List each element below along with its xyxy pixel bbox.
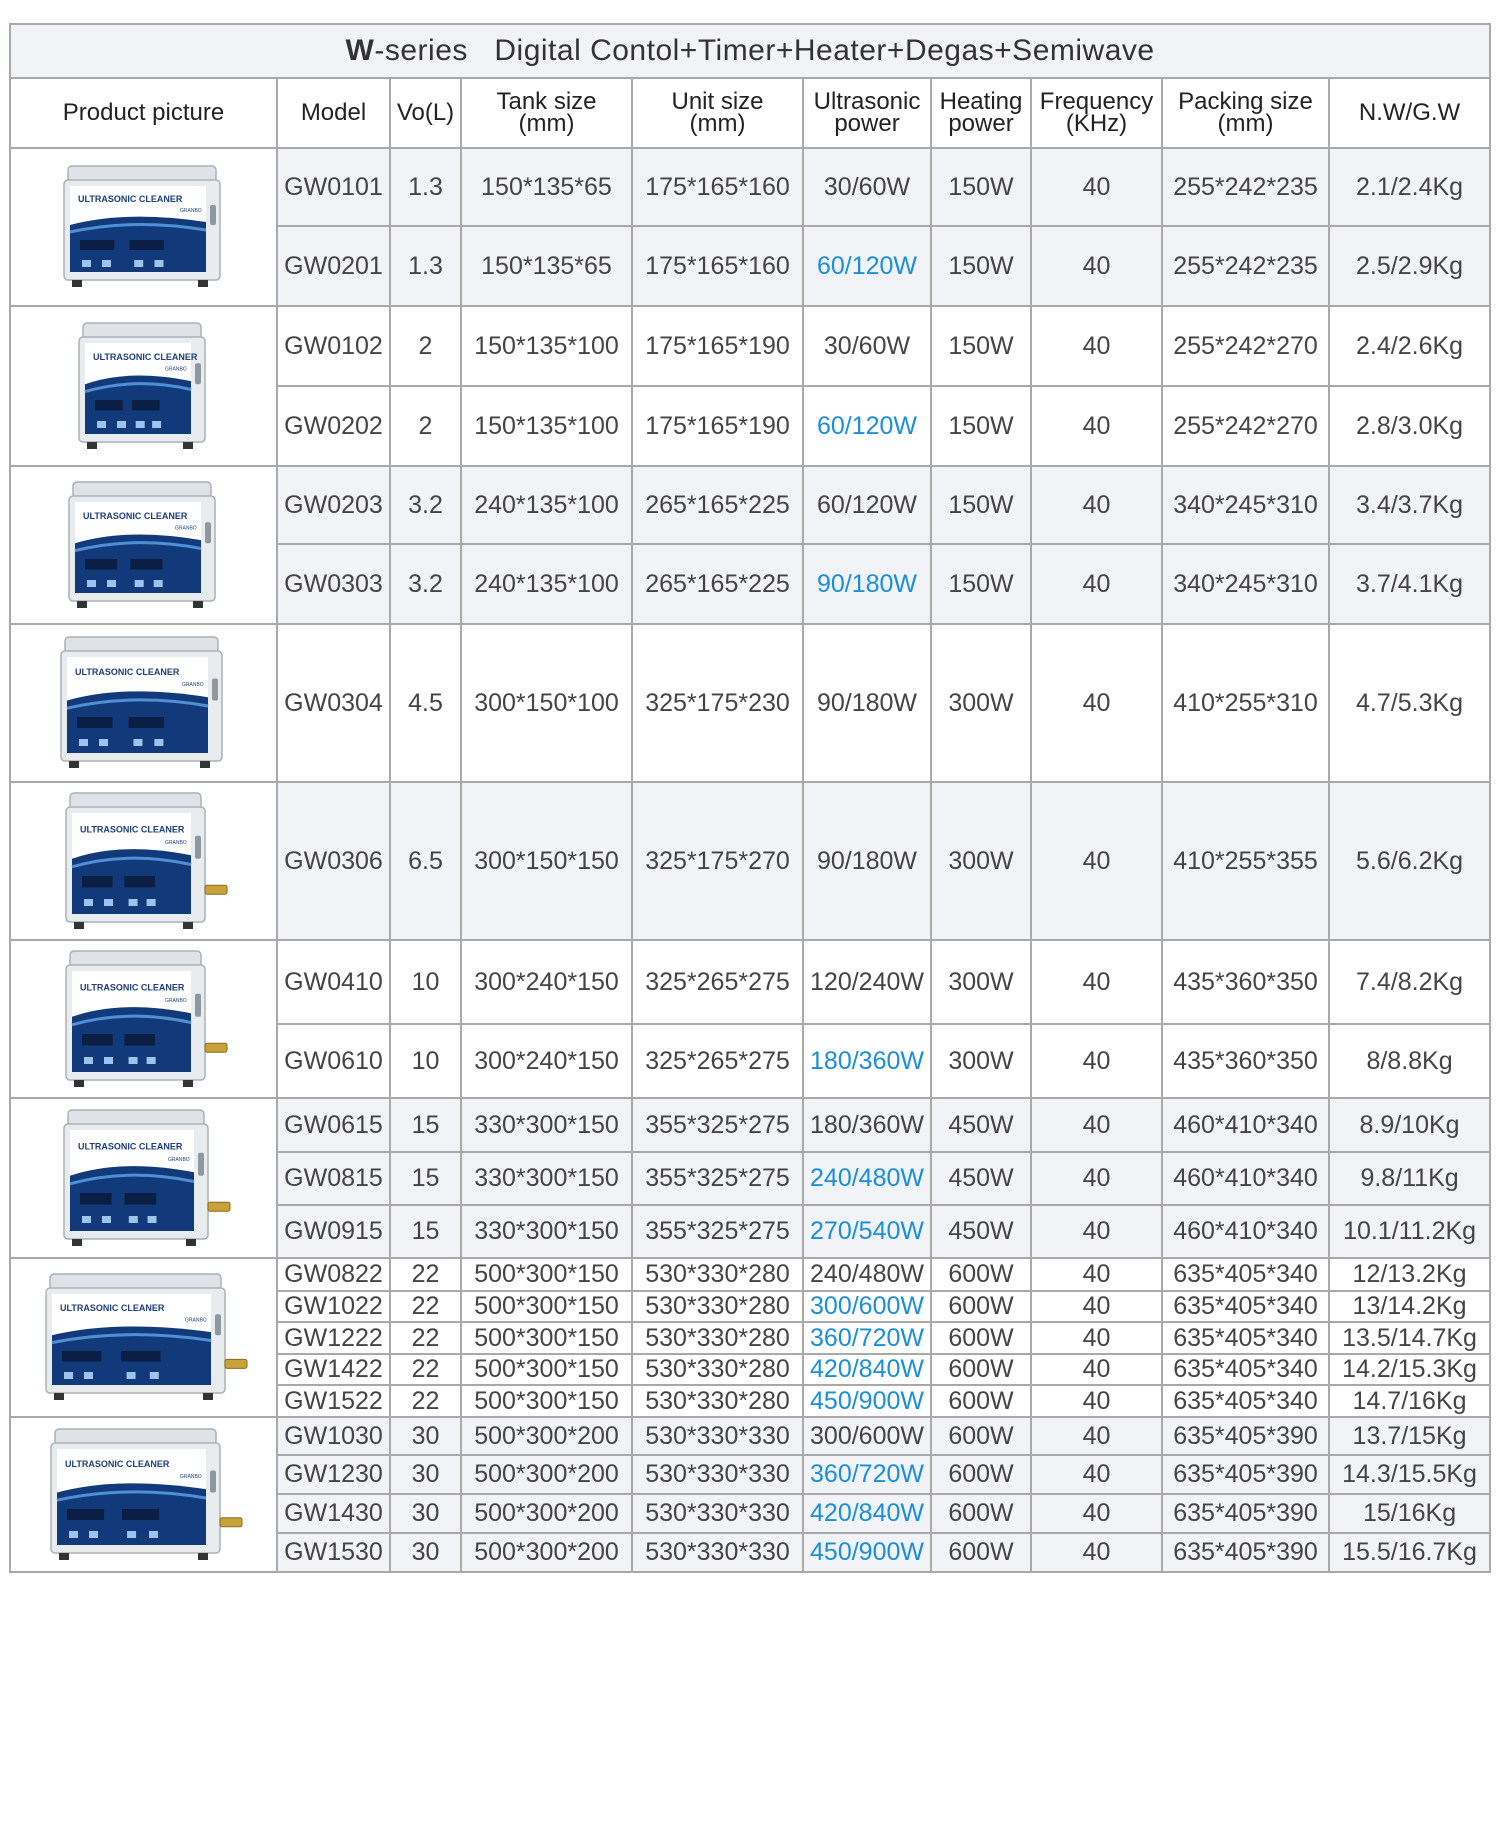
cell-frequency: 40 xyxy=(1031,1152,1162,1205)
cell-unit-size: 530*330*280 xyxy=(632,1291,803,1322)
cell-tank-size: 150*135*65 xyxy=(461,148,632,226)
cell-weight: 12/13.2Kg xyxy=(1329,1258,1490,1291)
cell-model: GW0203 xyxy=(277,466,390,544)
cell-packing-size: 635*405*340 xyxy=(1162,1258,1329,1291)
cell-packing-size: 255*242*270 xyxy=(1162,386,1329,466)
product-label-text: ULTRASONIC CLEANER xyxy=(60,1303,165,1314)
cell-volume: 15 xyxy=(390,1152,461,1205)
cell-weight: 15.5/16.7Kg xyxy=(1329,1533,1490,1572)
table-row xyxy=(10,1417,1490,1455)
cell-ultrasonic-power: 360/720W xyxy=(803,1455,931,1494)
cell-heating-power: 150W xyxy=(931,386,1031,466)
cell-tank-size: 240*135*100 xyxy=(461,544,632,624)
cell-weight: 2.1/2.4Kg xyxy=(1329,148,1490,226)
cell-ultrasonic-power: 30/60W xyxy=(803,148,931,226)
cell-heating-power: 150W xyxy=(931,148,1031,226)
cell-heating-power: 600W xyxy=(931,1258,1031,1291)
cell-frequency: 40 xyxy=(1031,1322,1162,1354)
cell-volume: 22 xyxy=(390,1322,461,1354)
cell-ultrasonic-power: 450/900W xyxy=(803,1385,931,1417)
header-model: Model xyxy=(277,78,390,148)
cell-model: GW1430 xyxy=(277,1494,390,1533)
cell-unit-size: 325*175*270 xyxy=(632,782,803,940)
cell-packing-size: 635*405*340 xyxy=(1162,1322,1329,1354)
product-picture xyxy=(10,148,277,306)
cell-frequency: 40 xyxy=(1031,544,1162,624)
cell-tank-size: 330*300*150 xyxy=(461,1152,632,1205)
cell-volume: 30 xyxy=(390,1533,461,1572)
cell-tank-size: 150*135*100 xyxy=(461,306,632,386)
cell-ultrasonic-power: 300/600W xyxy=(803,1417,931,1455)
cell-model: GW0101 xyxy=(277,148,390,226)
ultrasonic-cleaner-image xyxy=(69,319,219,454)
cell-tank-size: 500*300*200 xyxy=(461,1494,632,1533)
cell-frequency: 40 xyxy=(1031,1291,1162,1322)
cell-model: GW0815 xyxy=(277,1152,390,1205)
cell-ultrasonic-power: 30/60W xyxy=(803,306,931,386)
cell-packing-size: 635*405*390 xyxy=(1162,1494,1329,1533)
cell-volume: 22 xyxy=(390,1354,461,1385)
cell-frequency: 40 xyxy=(1031,1024,1162,1098)
cell-frequency: 40 xyxy=(1031,1098,1162,1152)
product-picture xyxy=(10,1098,277,1258)
cell-weight: 13.5/14.7Kg xyxy=(1329,1322,1490,1354)
cell-weight: 8/8.8Kg xyxy=(1329,1024,1490,1098)
brand-mark-text: GRANBO xyxy=(182,682,204,689)
cell-packing-size: 460*410*340 xyxy=(1162,1205,1329,1258)
ultrasonic-cleaner-image xyxy=(56,947,231,1092)
cell-heating-power: 600W xyxy=(931,1354,1031,1385)
cell-unit-size: 355*325*275 xyxy=(632,1205,803,1258)
table-row xyxy=(10,306,1490,386)
cell-volume: 30 xyxy=(390,1494,461,1533)
table-row xyxy=(10,624,1490,782)
cell-heating-power: 300W xyxy=(931,1024,1031,1098)
cell-unit-size: 530*330*280 xyxy=(632,1354,803,1385)
cell-unit-size: 175*165*160 xyxy=(632,148,803,226)
cell-heating-power: 150W xyxy=(931,544,1031,624)
cell-packing-size: 460*410*340 xyxy=(1162,1098,1329,1152)
cell-heating-power: 300W xyxy=(931,624,1031,782)
cell-heating-power: 600W xyxy=(931,1494,1031,1533)
product-label-text: ULTRASONIC CLEANER xyxy=(80,981,185,992)
cell-unit-size: 530*330*330 xyxy=(632,1533,803,1572)
cell-packing-size: 635*405*340 xyxy=(1162,1385,1329,1417)
product-label-text: ULTRASONIC CLEANER xyxy=(77,1140,182,1151)
ultrasonic-cleaner-image xyxy=(54,162,234,292)
cell-packing-size: 255*242*235 xyxy=(1162,148,1329,226)
cell-unit-size: 325*175*230 xyxy=(632,624,803,782)
cell-volume: 22 xyxy=(390,1258,461,1291)
cell-model: GW0201 xyxy=(277,226,390,306)
cell-tank-size: 330*300*150 xyxy=(461,1205,632,1258)
cell-weight: 10.1/11.2Kg xyxy=(1329,1205,1490,1258)
cell-unit-size: 530*330*280 xyxy=(632,1322,803,1354)
cell-packing-size: 635*405*390 xyxy=(1162,1417,1329,1455)
cell-frequency: 40 xyxy=(1031,1417,1162,1455)
cell-heating-power: 600W xyxy=(931,1291,1031,1322)
cell-volume: 15 xyxy=(390,1205,461,1258)
cell-packing-size: 410*255*355 xyxy=(1162,782,1329,940)
cell-unit-size: 530*330*280 xyxy=(632,1385,803,1417)
cell-frequency: 40 xyxy=(1031,306,1162,386)
brand-mark-text: GRANBO xyxy=(179,208,202,214)
cell-weight: 13.7/15Kg xyxy=(1329,1417,1490,1455)
cell-model: GW0610 xyxy=(277,1024,390,1098)
table-title xyxy=(10,24,1490,78)
cell-volume: 22 xyxy=(390,1291,461,1322)
brand-mark-text: GRANBO xyxy=(180,1473,202,1480)
brand-mark-text: GRANBO xyxy=(174,525,197,532)
table-row xyxy=(10,1098,1490,1152)
brand-mark-text: GRANBO xyxy=(165,839,187,846)
cell-ultrasonic-power: 60/120W xyxy=(803,226,931,306)
cell-volume: 4.5 xyxy=(390,624,461,782)
cell-weight: 5.6/6.2Kg xyxy=(1329,782,1490,940)
cell-ultrasonic-power: 180/360W xyxy=(803,1098,931,1152)
cell-frequency: 40 xyxy=(1031,386,1162,466)
cell-model: GW0303 xyxy=(277,544,390,624)
cell-model: GW1030 xyxy=(277,1417,390,1455)
brand-mark-text: GRANBO xyxy=(164,366,187,373)
cell-heating-power: 300W xyxy=(931,782,1031,940)
cell-frequency: 40 xyxy=(1031,1205,1162,1258)
cell-packing-size: 435*360*350 xyxy=(1162,1024,1329,1098)
cell-heating-power: 600W xyxy=(931,1533,1031,1572)
cell-model: GW0615 xyxy=(277,1098,390,1152)
cell-unit-size: 175*165*160 xyxy=(632,226,803,306)
cell-volume: 2 xyxy=(390,386,461,466)
cell-model: GW1422 xyxy=(277,1354,390,1385)
cell-tank-size: 300*150*100 xyxy=(461,624,632,782)
cell-frequency: 40 xyxy=(1031,1455,1162,1494)
table-row xyxy=(10,466,1490,544)
cell-heating-power: 150W xyxy=(931,466,1031,544)
cell-model: GW1530 xyxy=(277,1533,390,1572)
cell-tank-size: 300*240*150 xyxy=(461,940,632,1024)
cell-unit-size: 325*265*275 xyxy=(632,1024,803,1098)
cell-tank-size: 500*300*150 xyxy=(461,1258,632,1291)
cell-packing-size: 255*242*235 xyxy=(1162,226,1329,306)
cell-weight: 15/16Kg xyxy=(1329,1494,1490,1533)
cell-packing-size: 435*360*350 xyxy=(1162,940,1329,1024)
cell-weight: 2.4/2.6Kg xyxy=(1329,306,1490,386)
cell-volume: 30 xyxy=(390,1455,461,1494)
cell-frequency: 40 xyxy=(1031,940,1162,1024)
header-volume: Vo(L) xyxy=(390,78,461,148)
cell-tank-size: 150*135*65 xyxy=(461,226,632,306)
product-picture xyxy=(10,782,277,940)
cell-model: GW1022 xyxy=(277,1291,390,1322)
cell-weight: 8.9/10Kg xyxy=(1329,1098,1490,1152)
cell-heating-power: 450W xyxy=(931,1205,1031,1258)
cell-ultrasonic-power: 90/180W xyxy=(803,544,931,624)
cell-unit-size: 530*330*280 xyxy=(632,1258,803,1291)
cell-ultrasonic-power: 60/120W xyxy=(803,386,931,466)
cell-model: GW1222 xyxy=(277,1322,390,1354)
cell-weight: 2.8/3.0Kg xyxy=(1329,386,1490,466)
cell-unit-size: 265*165*225 xyxy=(632,466,803,544)
title-bold: W xyxy=(345,34,375,67)
product-label-text: ULTRASONIC CLEANER xyxy=(82,510,187,521)
product-label-text: ULTRASONIC CLEANER xyxy=(65,1458,170,1469)
cell-packing-size: 340*245*310 xyxy=(1162,466,1329,544)
cell-model: GW0304 xyxy=(277,624,390,782)
cell-model: GW1230 xyxy=(277,1455,390,1494)
header-weight: N.W/G.W xyxy=(1329,78,1490,148)
cell-frequency: 40 xyxy=(1031,624,1162,782)
product-picture xyxy=(10,940,277,1098)
cell-packing-size: 460*410*340 xyxy=(1162,1152,1329,1205)
cell-volume: 30 xyxy=(390,1417,461,1455)
cell-unit-size: 265*165*225 xyxy=(632,544,803,624)
product-picture xyxy=(10,1417,277,1572)
table-row xyxy=(10,940,1490,1024)
cell-weight: 9.8/11Kg xyxy=(1329,1152,1490,1205)
cell-unit-size: 530*330*330 xyxy=(632,1494,803,1533)
cell-ultrasonic-power: 360/720W xyxy=(803,1322,931,1354)
ultrasonic-cleaner-image xyxy=(54,1106,234,1251)
cell-tank-size: 500*300*200 xyxy=(461,1417,632,1455)
header-heating-power: Heating power xyxy=(931,78,1031,148)
table-row xyxy=(10,782,1490,940)
cell-tank-size: 240*135*100 xyxy=(461,466,632,544)
header-tank-size: Tank size (mm) xyxy=(461,78,632,148)
cell-ultrasonic-power: 270/540W xyxy=(803,1205,931,1258)
cell-ultrasonic-power: 60/120W xyxy=(803,466,931,544)
product-label-text: ULTRASONIC CLEANER xyxy=(92,351,197,362)
table-row xyxy=(10,148,1490,226)
cell-volume: 10 xyxy=(390,940,461,1024)
cell-model: GW0202 xyxy=(277,386,390,466)
ultrasonic-cleaner-image xyxy=(36,1270,251,1405)
cell-ultrasonic-power: 240/480W xyxy=(803,1258,931,1291)
cell-packing-size: 255*242*270 xyxy=(1162,306,1329,386)
cell-unit-size: 530*330*330 xyxy=(632,1417,803,1455)
product-label-text: ULTRASONIC CLEANER xyxy=(77,194,182,204)
cell-weight: 14.7/16Kg xyxy=(1329,1385,1490,1417)
header-row xyxy=(10,78,1490,148)
cell-frequency: 40 xyxy=(1031,782,1162,940)
cell-weight: 13/14.2Kg xyxy=(1329,1291,1490,1322)
cell-tank-size: 500*300*150 xyxy=(461,1291,632,1322)
cell-volume: 10 xyxy=(390,1024,461,1098)
cell-volume: 1.3 xyxy=(390,226,461,306)
cell-ultrasonic-power: 450/900W xyxy=(803,1533,931,1572)
cell-unit-size: 325*265*275 xyxy=(632,940,803,1024)
cell-heating-power: 600W xyxy=(931,1417,1031,1455)
cell-heating-power: 150W xyxy=(931,306,1031,386)
cell-unit-size: 355*325*275 xyxy=(632,1152,803,1205)
cell-tank-size: 150*135*100 xyxy=(461,386,632,466)
cell-unit-size: 175*165*190 xyxy=(632,306,803,386)
cell-ultrasonic-power: 420/840W xyxy=(803,1354,931,1385)
header-frequency: Frequency (KHz) xyxy=(1031,78,1162,148)
ultrasonic-cleaner-image xyxy=(51,633,236,773)
cell-model: GW0822 xyxy=(277,1258,390,1291)
cell-heating-power: 450W xyxy=(931,1098,1031,1152)
cell-heating-power: 450W xyxy=(931,1152,1031,1205)
cell-weight: 3.4/3.7Kg xyxy=(1329,466,1490,544)
title-text: -series Digital Contol+Timer+Heater+Degas+Semiwave xyxy=(374,34,1155,67)
cell-packing-size: 340*245*310 xyxy=(1162,544,1329,624)
cell-volume: 3.2 xyxy=(390,466,461,544)
spec-table-container xyxy=(9,23,1489,1573)
header-packing-size: Packing size (mm) xyxy=(1162,78,1329,148)
cell-tank-size: 330*300*150 xyxy=(461,1098,632,1152)
header-product-picture: Product picture xyxy=(10,78,277,148)
cell-heating-power: 600W xyxy=(931,1385,1031,1417)
cell-weight: 3.7/4.1Kg xyxy=(1329,544,1490,624)
cell-packing-size: 410*255*310 xyxy=(1162,624,1329,782)
cell-heating-power: 150W xyxy=(931,226,1031,306)
cell-tank-size: 500*300*150 xyxy=(461,1385,632,1417)
cell-volume: 1.3 xyxy=(390,148,461,226)
cell-frequency: 40 xyxy=(1031,1533,1162,1572)
cell-volume: 6.5 xyxy=(390,782,461,940)
cell-ultrasonic-power: 420/840W xyxy=(803,1494,931,1533)
cell-heating-power: 600W xyxy=(931,1455,1031,1494)
cell-tank-size: 300*150*150 xyxy=(461,782,632,940)
cell-weight: 7.4/8.2Kg xyxy=(1329,940,1490,1024)
cell-ultrasonic-power: 90/180W xyxy=(803,782,931,940)
header-ultrasonic-power: Ultrasonic power xyxy=(803,78,931,148)
cell-model: GW0102 xyxy=(277,306,390,386)
cell-packing-size: 635*405*340 xyxy=(1162,1291,1329,1322)
cell-tank-size: 300*240*150 xyxy=(461,1024,632,1098)
cell-unit-size: 175*165*190 xyxy=(632,386,803,466)
cell-model: GW0915 xyxy=(277,1205,390,1258)
spec-table-body xyxy=(10,148,1490,1572)
ultrasonic-cleaner-image xyxy=(56,789,231,934)
cell-frequency: 40 xyxy=(1031,1354,1162,1385)
cell-frequency: 40 xyxy=(1031,1494,1162,1533)
cell-frequency: 40 xyxy=(1031,466,1162,544)
cell-packing-size: 635*405*390 xyxy=(1162,1455,1329,1494)
cell-packing-size: 635*405*390 xyxy=(1162,1533,1329,1572)
cell-model: GW0306 xyxy=(277,782,390,940)
cell-weight: 14.3/15.5Kg xyxy=(1329,1455,1490,1494)
brand-mark-text: GRANBO xyxy=(165,997,187,1004)
cell-heating-power: 300W xyxy=(931,940,1031,1024)
cell-frequency: 40 xyxy=(1031,148,1162,226)
cell-tank-size: 500*300*150 xyxy=(461,1354,632,1385)
cell-frequency: 40 xyxy=(1031,1258,1162,1291)
cell-volume: 15 xyxy=(390,1098,461,1152)
product-picture xyxy=(10,1258,277,1417)
ultrasonic-cleaner-image xyxy=(59,478,229,613)
cell-ultrasonic-power: 240/480W xyxy=(803,1152,931,1205)
header-unit-size: Unit size (mm) xyxy=(632,78,803,148)
product-picture xyxy=(10,466,277,624)
brand-mark-text: GRANBO xyxy=(167,1156,190,1163)
product-label-text: ULTRASONIC CLEANER xyxy=(75,667,180,678)
spec-table xyxy=(9,23,1491,1573)
product-label-text: ULTRASONIC CLEANER xyxy=(80,823,185,834)
product-picture xyxy=(10,624,277,782)
cell-tank-size: 500*300*200 xyxy=(461,1455,632,1494)
cell-tank-size: 500*300*150 xyxy=(461,1322,632,1354)
cell-ultrasonic-power: 300/600W xyxy=(803,1291,931,1322)
cell-model: GW0410 xyxy=(277,940,390,1024)
brand-mark-text: GRANBO xyxy=(185,1317,207,1324)
cell-volume: 3.2 xyxy=(390,544,461,624)
cell-volume: 22 xyxy=(390,1385,461,1417)
ultrasonic-cleaner-image xyxy=(41,1425,246,1565)
cell-frequency: 40 xyxy=(1031,1385,1162,1417)
cell-weight: 2.5/2.9Kg xyxy=(1329,226,1490,306)
cell-model: GW1522 xyxy=(277,1385,390,1417)
table-row xyxy=(10,1258,1490,1291)
cell-unit-size: 355*325*275 xyxy=(632,1098,803,1152)
cell-unit-size: 530*330*330 xyxy=(632,1455,803,1494)
cell-heating-power: 600W xyxy=(931,1322,1031,1354)
cell-ultrasonic-power: 90/180W xyxy=(803,624,931,782)
cell-frequency: 40 xyxy=(1031,226,1162,306)
cell-ultrasonic-power: 120/240W xyxy=(803,940,931,1024)
cell-packing-size: 635*405*340 xyxy=(1162,1354,1329,1385)
cell-ultrasonic-power: 180/360W xyxy=(803,1024,931,1098)
product-picture xyxy=(10,306,277,466)
cell-weight: 4.7/5.3Kg xyxy=(1329,624,1490,782)
cell-volume: 2 xyxy=(390,306,461,386)
cell-tank-size: 500*300*200 xyxy=(461,1533,632,1572)
cell-weight: 14.2/15.3Kg xyxy=(1329,1354,1490,1385)
